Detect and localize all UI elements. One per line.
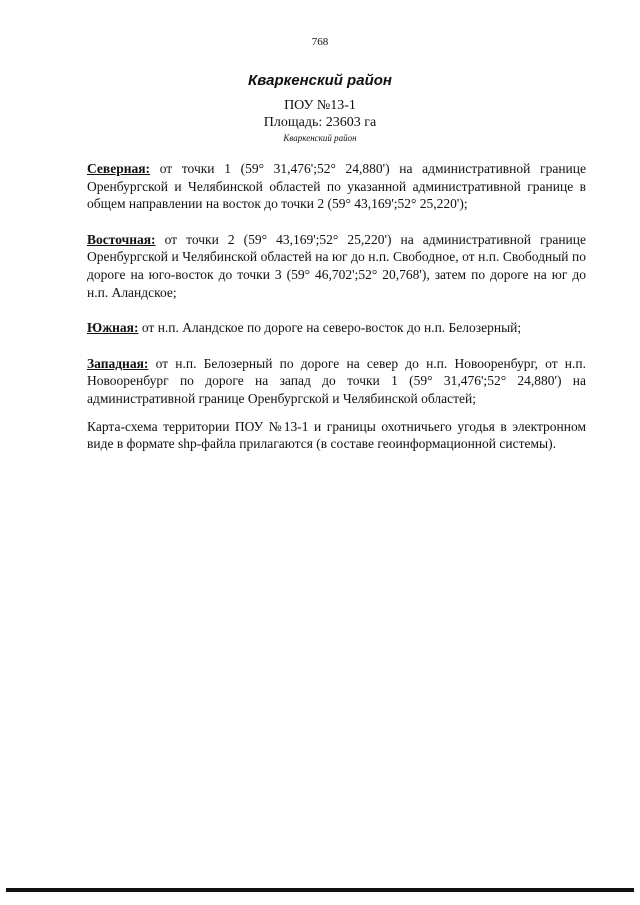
district-title: Кваркенский район [248,72,392,89]
boundary-south [87,319,586,337]
boundary-west [87,355,586,408]
boundary-label-west: Западная: [87,355,149,371]
district-subtitle: Кваркенский район [283,133,357,143]
boundary-label-south: Южная: [87,320,139,336]
area-line: Площадь: 23603 га [263,115,377,130]
bottom-rule [6,888,634,892]
boundary-east [87,231,586,301]
boundary-text-west: от н.п. Белозерный по дороге на север до н.п. Новооренбург, от н.п. Новооренбург по дороге на запад до точки 1 (59° 31,476';52° 24,880') на административной границе Оренбургской и Челябинской областей; [87,355,586,406]
boundary-label-north: Северная: [87,161,151,176]
closing-paragraph: Карта-схема территории ПОУ №13-1 и границы охотничьего угодья в электронном виде в формате shp-файла прилагаются (в составе геоинформационной системы). [87,418,586,452]
boundary-text-east: от точки 2 (59° 43,169';52° 25,220') на административной границе Оренбургской и Челябинской областей на юг до н.п. Свободное, от н.п. Свободный по дороге на юго-восток до точки 3 (59° 46,702';52° 20,768'), затем по дороге на юг до н.п. Аландское; [87,231,586,300]
page-number: 768 [311,36,329,48]
boundary-north [87,160,586,213]
boundary-text-south: от н.п. Аландское по дороге на северо-восток до н.п. Белозерный; [138,320,522,336]
boundary-label-east: Восточная: [87,231,156,247]
pou-title: ПОУ №13-1 [284,98,356,113]
document-body [87,160,586,453]
boundary-text-north: от точки 1 (59° 31,476';52° 24,880') на административной границе Оренбургской и Челябинской областей по указанной административной границе в общем направлении на восток до точки 2 (59° 43,169';52° 25,220'); [87,161,586,212]
